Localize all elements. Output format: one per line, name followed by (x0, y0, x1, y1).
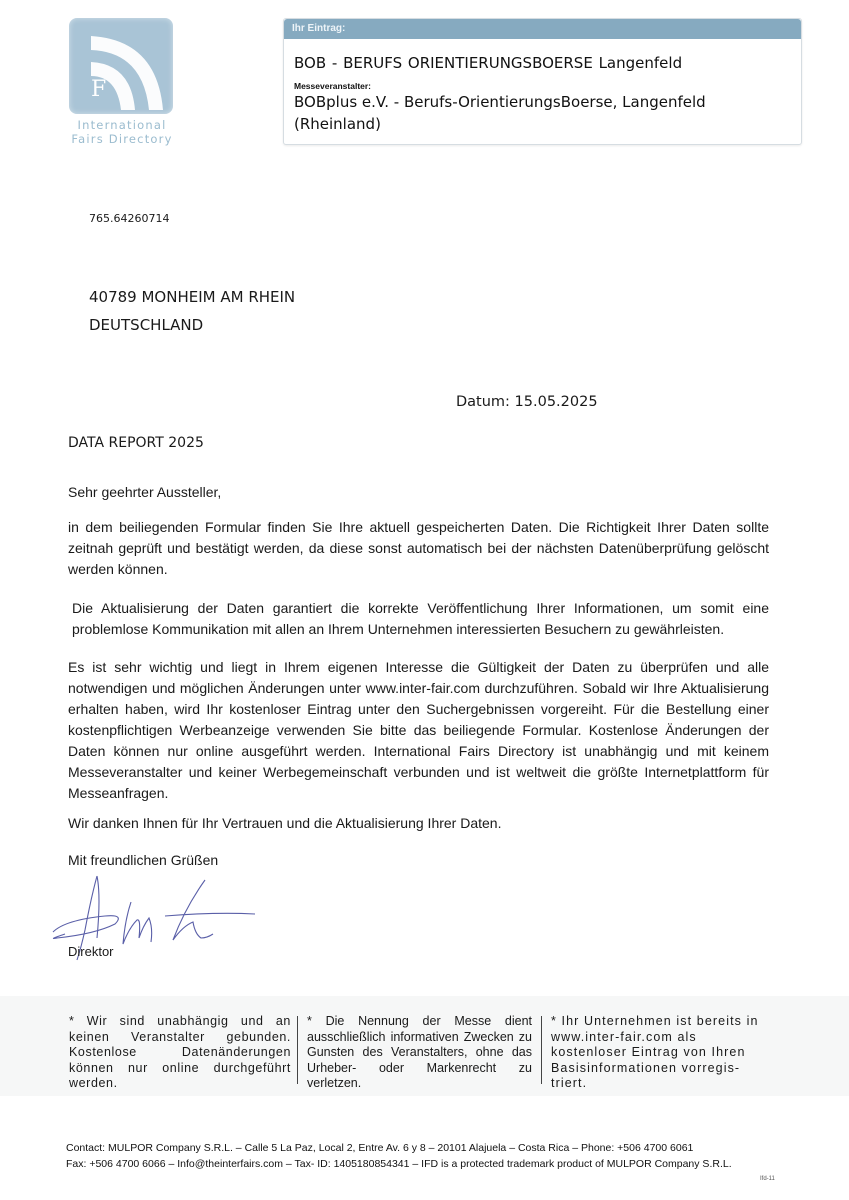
entry-box (283, 18, 802, 145)
footer-contact-line-1: Contact: MULPOR Company S.R.L. – Calle 5 La Paz, Local 2, Entre Av. 6 y 8 – 20101 Alajuela – Costa Rica – Phone: +506 4700 6061 (66, 1142, 694, 1154)
body-paragraph-2: Die Aktualisierung der Daten garantiert die korrekte Veröffentlichung Ihrer Informationen, um somit eine problemlose Kommunikation mit allen an Ihrem Unternehmen interessierten Besuchern zu gewährleisten. (72, 600, 769, 637)
address-country: DEUTSCHLAND (89, 316, 204, 334)
body-paragraph-3: Es ist sehr wichtig und liegt in Ihrem eigenen Interesse die Gültigkeit der Daten zu überprüfen und alle notwendigen und möglichen Änderungen unter www.inter-fair.com durchzuführen. Sobald wir Ihre Aktualisierung erhalten haben, wird Ihr kostenloser Eintrag unter den Suchergebnissen vorgereiht. Für die Bestellung einer kostenpflichtigen Werbeanzeige verwenden Sie bitte das beiliegende Formular. Kostenlose Änderungen der Daten können nur online ausgeführt werden. International Fairs Directory ist unabhängig und mit keinem Messeveranstalter und keiner Werbegemeinschaft verbunden und ist weltweit die größte Internetplattform für Messeanfragen. (68, 659, 769, 801)
footer-contact (66, 1140, 732, 1172)
organizer-line-1: BOBplus e.V. - Berufs-OrientierungsBoerse, Langenfeld (294, 93, 706, 111)
salutation: Sehr geehrter Aussteller, (68, 484, 222, 500)
closing-line: Mit freundlichen Grüßen (68, 852, 219, 868)
note-fair-mention: * Die Nennung der Messe dient ausschließlich informativen Zwecken zu Gunsten des Veranstalters, ohne das Urheber- oder Markenrecht zu verletzen. (307, 1014, 532, 1090)
recipient-address (89, 283, 295, 339)
footer-contact-line-2: Fax: +506 4700 6066 – Info@theinterfairs.com – Tax- ID: 1405180854341 – IFD is a protected trademark product of MULPOR Company S.R.L. (66, 1158, 732, 1170)
letter-date: Datum: 15.05.2025 (456, 394, 598, 410)
note-independence: * Wir sind unabhängig und an keinen Veranstalter gebunden. Kostenlose Datenänderungen können nur online durchgeführt werden. (69, 1014, 291, 1090)
fair-name: BOB - BERUFS ORIENTIERUNGSBOERSE Langenfeld (294, 54, 683, 72)
fairs-directory-wave-icon (69, 18, 173, 114)
form-code: Ifd-11 (760, 1176, 775, 1182)
thanks-line: Wir danken Ihnen für Ihr Vertrauen und die Aktualisierung Ihrer Daten. (68, 815, 502, 831)
note-preregistered: * Ihr Unternehmen ist bereits in www.inter-fair.com als kostenloser Eintrag von Ihren Basisinformationen vorregis-triert. (551, 1014, 759, 1090)
entry-header: Ihr Eintrag: (284, 19, 801, 39)
organizer-label: Messeveranstalter: (294, 81, 372, 91)
notes-divider (297, 1016, 298, 1084)
body-paragraph-1: in dem beiliegenden Formular finden Sie Ihre aktuell gespeicherten Daten. Die Richtigkeit Ihrer Daten sollte zeitnah geprüft und bestätigt werden, da diese sonst automatisch bei der nächsten Datenüberprüfung gelöscht werden können. (68, 519, 769, 577)
company-logo (69, 18, 175, 146)
logo-line-2: Fairs Directory (71, 132, 173, 146)
report-title: DATA REPORT 2025 (68, 435, 204, 451)
notes-divider (541, 1016, 542, 1084)
logo-letter: F (91, 77, 107, 102)
address-city-line: 40789 MONHEIM AM RHEIN (89, 288, 296, 306)
signer-title: Direktor (68, 944, 114, 959)
logo-line-1: International (77, 118, 167, 132)
organizer-line-2: (Rheinland) (294, 115, 381, 133)
reference-number: 765.64260714 (89, 212, 170, 225)
